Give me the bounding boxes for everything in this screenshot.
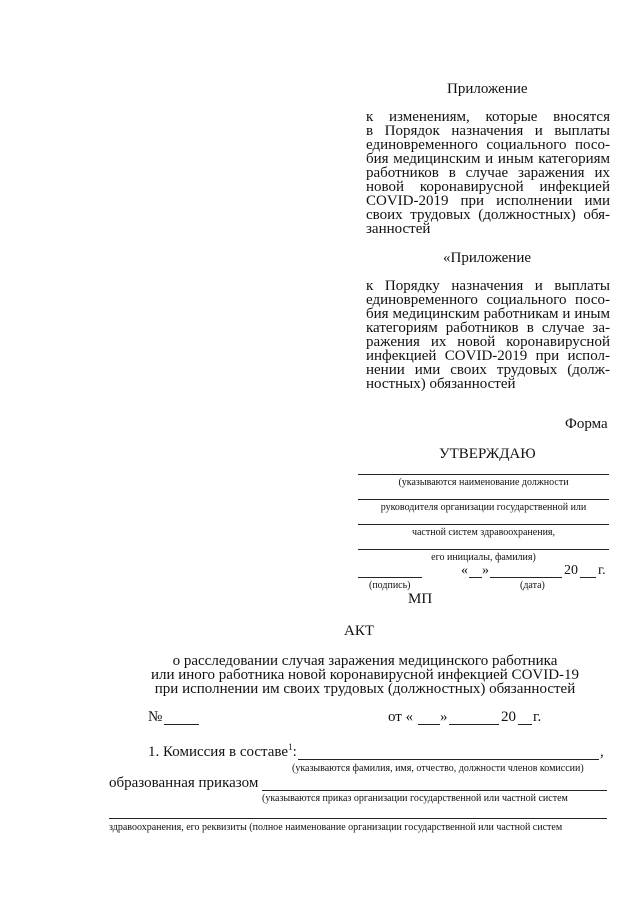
- approve-name-line: [358, 549, 609, 550]
- year-prefix: 20: [564, 563, 578, 578]
- annex-order-text-line: ностных) обязанностей: [366, 376, 516, 392]
- order-details-line: [109, 818, 607, 819]
- approve-caption: частной систем здравоохранения,: [411, 527, 556, 538]
- annex-text-line: работников в случае заражения их: [366, 165, 610, 181]
- annex-text-line: бия медицинским и иным категориям: [366, 151, 610, 167]
- order-caption: (указываются приказ организации государственной или частной систем: [262, 793, 568, 804]
- act-year-line: [518, 724, 532, 725]
- annex-order-text-line: категориям работников в случае за-: [366, 320, 610, 336]
- act-day-line: [418, 724, 440, 725]
- approve-position-line: [358, 524, 609, 525]
- year-suffix: г.: [598, 563, 606, 578]
- month-line: [490, 577, 562, 578]
- day-line: [469, 577, 482, 578]
- footnote-marker: 1: [288, 742, 293, 752]
- approve-caption: руководителя организации государственной или: [380, 502, 587, 513]
- signature-caption: (подпись): [369, 580, 411, 591]
- act-month-line: [449, 724, 499, 725]
- approve-position-line: [358, 499, 609, 500]
- annex-text-line: своих трудовых (должностных) обя-: [366, 207, 610, 223]
- annex-order-text-line: к Порядку назначения и выплаты: [366, 278, 610, 294]
- commission-members-line: [298, 759, 599, 760]
- commission-label-text: 1. Комиссия в составе: [148, 744, 289, 760]
- annex-order-text-line: инфекцией COVID-2019 при испол-: [366, 348, 610, 364]
- annex-order-text-line: бия медицинским работникам и иным: [366, 306, 610, 322]
- commission-caption: (указываются фамилия, имя, отчество, должности членов комиссии): [292, 763, 584, 774]
- annex-title: Приложение: [447, 81, 528, 97]
- annex-order-title: «Приложение: [443, 250, 532, 266]
- order-line: [262, 790, 607, 791]
- date-open-quote: «: [461, 563, 468, 578]
- signature-line: [358, 577, 422, 578]
- act-subtitle-line: или иного работника новой коронавирусной инфекцией COVID-19: [150, 667, 580, 683]
- annex-text-line: в Порядок назначения и выплаты: [366, 123, 610, 139]
- annex-text-line: COVID-2019 при исполнении ими: [366, 193, 610, 209]
- act-title: АКТ: [344, 623, 374, 639]
- year-line: [580, 577, 596, 578]
- form-label: Форма: [565, 416, 608, 432]
- act-year-prefix: 20: [501, 709, 516, 725]
- annex-text-line: единовременного социального посо-: [366, 137, 610, 153]
- date-close-quote: »: [482, 563, 489, 578]
- act-year-suffix: г.: [533, 709, 542, 725]
- annex-text-line: занностей: [366, 221, 431, 237]
- approve-caption: (указываются наименование должности: [398, 477, 569, 488]
- act-number-label: №: [148, 709, 163, 725]
- commission-comma: ,: [600, 744, 604, 760]
- act-subtitle-line: о расследовании случая заражения медицинского работника: [172, 653, 558, 669]
- annex-order-text-line: единовременного социального посо-: [366, 292, 610, 308]
- commission-label: [148, 742, 297, 760]
- act-subtitle-line: при исполнении им своих трудовых (должностных) обязанностей: [154, 681, 576, 697]
- act-number-line: [164, 724, 199, 725]
- annex-text-line: к изменениям, которые вносятся: [366, 109, 610, 125]
- annex-text-line: новой коронавирусной инфекцией: [366, 179, 610, 195]
- act-date-open: от «: [388, 709, 414, 725]
- order-label: образованная приказом: [109, 775, 259, 791]
- commission-colon: :: [292, 744, 297, 760]
- approve-caption: его инициалы, фамилия): [431, 552, 536, 563]
- approve-position-line: [358, 474, 609, 475]
- act-date-close: »: [440, 709, 448, 725]
- annex-order-text-line: нении ими своих трудовых (долж-: [366, 362, 610, 378]
- stamp-label: МП: [408, 591, 433, 607]
- annex-order-text-line: ражения их новой коронавирусной: [366, 334, 610, 350]
- approve-title: УТВЕРЖДАЮ: [439, 446, 536, 462]
- order-caption-continued: здравоохранения, его реквизиты (полное наименование организации государственной или частной систем: [109, 822, 563, 833]
- date-caption: (дата): [520, 580, 545, 591]
